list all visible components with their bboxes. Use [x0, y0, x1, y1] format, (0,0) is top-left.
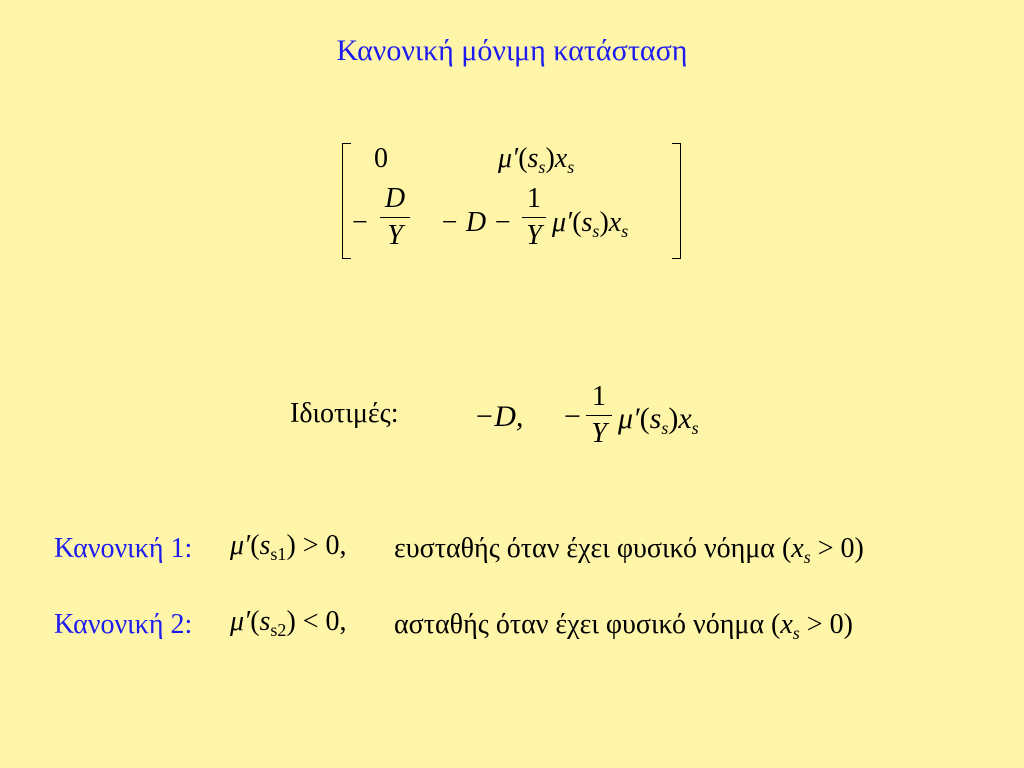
page-title: Κανονική μόνιμη κατάσταση: [336, 34, 688, 67]
case2-condition: $\mu'(s_{s2}) < 0$,: [230, 606, 347, 640]
case2-label: Κανονική 2:: [54, 609, 193, 640]
eigenvalue-second-fraction: 1 Y: [586, 380, 612, 451]
matrix-r2c1-fraction: D Y: [380, 182, 410, 253]
matrix-r2c1-minus: −: [352, 207, 368, 238]
right-bracket: [672, 143, 681, 259]
case1-label: Κανονική 1:: [54, 533, 193, 564]
matrix-r1c1: 0: [374, 143, 388, 174]
matrix-r1c2: $\mu'(s_s)x_s$: [498, 143, 575, 177]
eigenvalue-second-term: $\mu'(s_s)x_s$: [618, 402, 699, 438]
left-bracket: [342, 143, 351, 259]
case2-description: ασταθής όταν έχει φυσικό νόημα $(x_s > 0)$: [394, 609, 853, 643]
eigenvalues-label: Ιδιοτιμές:: [290, 398, 399, 429]
matrix-r2c2-minus-d: − D −: [440, 207, 513, 238]
eigenvalue-second-minus: −: [564, 400, 581, 433]
matrix-r2c2-term: $\mu'(s_s)x_s$: [552, 207, 629, 241]
case1-condition: $\mu'(s_{s1}) > 0$,: [230, 530, 347, 564]
case1-description: ευσταθής όταν έχει φυσικό νόημα $(x_s > 0)$: [394, 533, 864, 567]
matrix-r2c2-fraction: 1 Y: [522, 182, 546, 253]
eigenvalue-first: −D,: [474, 400, 524, 433]
